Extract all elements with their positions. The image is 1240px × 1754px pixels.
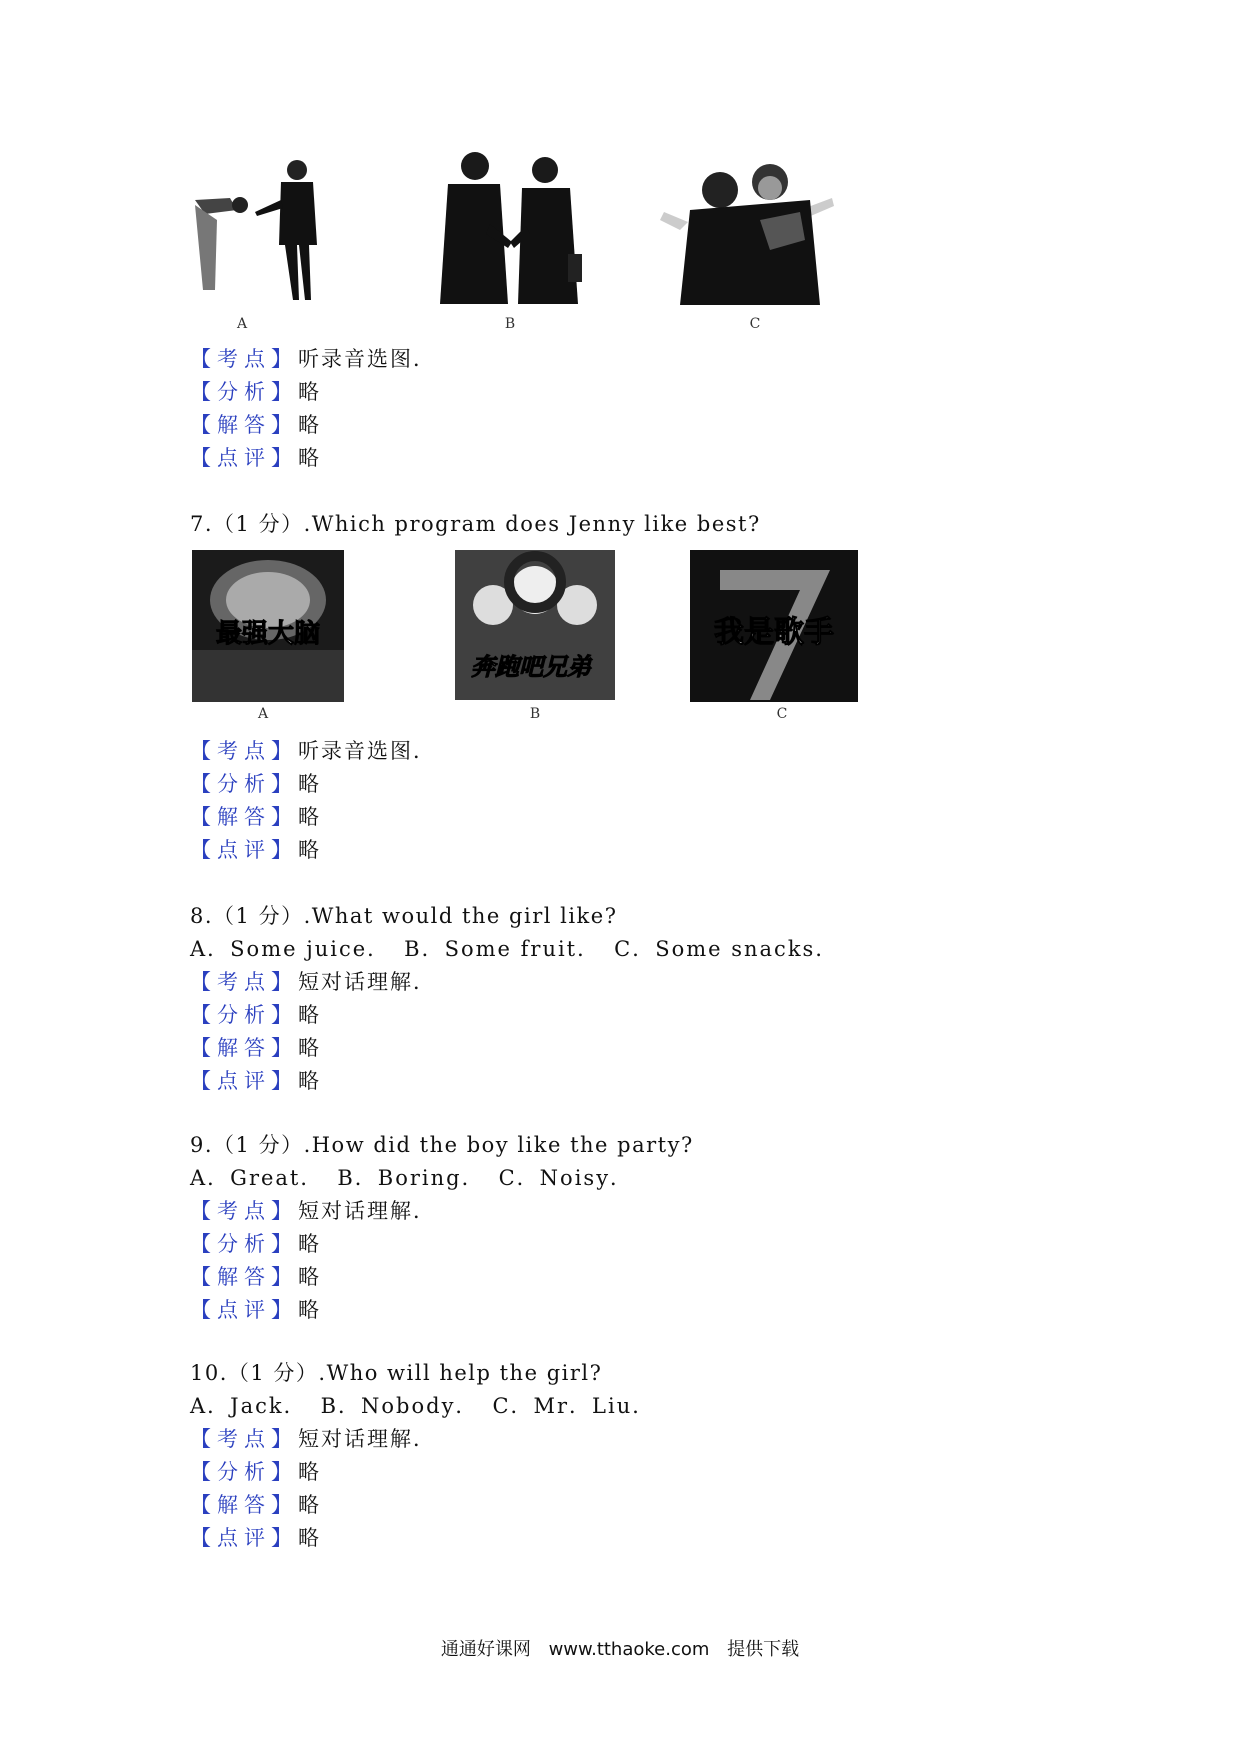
q10-dianping-line (190, 1524, 321, 1552)
fenxi-label: 【分析】 (190, 1003, 298, 1027)
hug-greeting-image (660, 150, 835, 310)
q8-fenxi-line (190, 1001, 321, 1029)
program-logo-a-text: 最强大脑 (215, 619, 321, 649)
dianping-label: 【点评】 (190, 446, 298, 470)
fenxi-value: 略 (298, 1232, 321, 1256)
footer-site-name: 通通好课网 (440, 1639, 531, 1660)
dianping-value: 略 (298, 838, 321, 862)
jieda-value: 略 (298, 1493, 321, 1517)
q10-question: 10.（1 分）.Who will help the girl? (190, 1361, 603, 1385)
q7-kaodian-line (190, 737, 436, 765)
q6-caption-c: C (749, 316, 761, 332)
q9-question: 9.（1 分）.How did the boy like the party? (190, 1133, 694, 1157)
q7-jieda-line (190, 803, 321, 831)
q7-question: 7.（1 分）.Which program does Jenny like best? (190, 512, 761, 536)
q7-caption-a: A (257, 706, 269, 722)
bow-greeting-image (185, 150, 335, 310)
program-logo-b (455, 550, 615, 700)
q10-options (190, 1392, 669, 1420)
kaodian-value: 听录音选图． (298, 347, 436, 371)
kaodian-value: 短对话理解． (298, 1427, 436, 1451)
q9-kaodian-line (190, 1197, 436, 1225)
dianping-label: 【点评】 (190, 1526, 298, 1550)
q10-kaodian-line (190, 1425, 436, 1453)
handshake-greeting-image (430, 144, 590, 304)
q8-question: 8.（1 分）.What would the girl like? (190, 904, 618, 928)
dianping-value: 略 (298, 1069, 321, 1093)
jieda-label: 【解答】 (190, 1493, 298, 1517)
q8-kaodian-line (190, 968, 436, 996)
jieda-value: 略 (298, 805, 321, 829)
fenxi-label: 【分析】 (190, 380, 298, 404)
q8-dianping-line (190, 1067, 321, 1095)
jieda-label: 【解答】 (190, 413, 298, 437)
q6-caption-a: A (236, 316, 248, 332)
fenxi-label: 【分析】 (190, 772, 298, 796)
q9-option-b: B．Boring． (337, 1166, 485, 1190)
kaodian-label: 【考点】 (190, 1199, 298, 1223)
q7-caption-b: B (529, 706, 541, 722)
program-logo-a (192, 550, 344, 702)
program-logo-c (690, 550, 858, 702)
jieda-value: 略 (298, 1265, 321, 1289)
kaodian-value: 听录音选图． (298, 739, 436, 763)
q9-options (190, 1164, 647, 1192)
fenxi-value: 略 (298, 380, 321, 404)
dianping-label: 【点评】 (190, 1298, 298, 1322)
fenxi-value: 略 (298, 1460, 321, 1484)
kaodian-label: 【考点】 (190, 739, 298, 763)
q10-option-c: C．Mr．Liu． (492, 1394, 656, 1418)
q9-option-a: A．Great． (190, 1166, 324, 1190)
dianping-value: 略 (298, 446, 321, 470)
q8-jieda-line (190, 1034, 321, 1062)
kaodian-label: 【考点】 (190, 970, 298, 994)
kaodian-label: 【考点】 (190, 347, 298, 371)
q7-fenxi-line (190, 770, 321, 798)
fenxi-value: 略 (298, 1003, 321, 1027)
jieda-label: 【解答】 (190, 1036, 298, 1060)
dianping-label: 【点评】 (190, 1069, 298, 1093)
footer-url[interactable]: www.tthaoke.com (548, 1639, 710, 1660)
kaodian-value: 短对话理解． (298, 1199, 436, 1223)
jieda-label: 【解答】 (190, 805, 298, 829)
fenxi-value: 略 (298, 772, 321, 796)
jieda-value: 略 (298, 1036, 321, 1060)
dianping-value: 略 (298, 1298, 321, 1322)
q10-option-a: A．Jack． (190, 1394, 307, 1418)
fenxi-label: 【分析】 (190, 1232, 298, 1256)
jieda-label: 【解答】 (190, 1265, 298, 1289)
dianping-label: 【点评】 (190, 838, 298, 862)
q6-kaodian-line (190, 345, 436, 373)
q10-fenxi-line (190, 1458, 321, 1486)
q10-jieda-line (190, 1491, 321, 1519)
q7-caption-c: C (776, 706, 788, 722)
q9-option-c: C．Noisy． (498, 1166, 634, 1190)
fenxi-label: 【分析】 (190, 1460, 298, 1484)
page-footer (0, 1635, 1240, 1661)
program-logo-b-text: 奔跑吧兄弟 (471, 653, 591, 681)
kaodian-label: 【考点】 (190, 1427, 298, 1451)
q8-option-b: B．Some fruit． (404, 937, 601, 961)
footer-suffix: 提供下载 (727, 1639, 800, 1660)
q6-jieda-line (190, 411, 321, 439)
q6-fenxi-line (190, 378, 321, 406)
q9-fenxi-line (190, 1230, 321, 1258)
dianping-value: 略 (298, 1526, 321, 1550)
kaodian-value: 短对话理解． (298, 970, 436, 994)
q8-option-c: C．Some snacks． (614, 937, 839, 961)
q8-option-a: A．Some juice． (190, 937, 391, 961)
jieda-value: 略 (298, 413, 321, 437)
q7-dianping-line (190, 836, 321, 864)
q8-options (190, 935, 852, 963)
q6-dianping-line (190, 444, 321, 472)
q9-jieda-line (190, 1263, 321, 1291)
q10-option-b: B．Nobody． (320, 1394, 479, 1418)
q9-dianping-line (190, 1296, 321, 1324)
program-logo-c-text: 我是歌手 (714, 615, 834, 650)
q6-caption-b: B (504, 316, 516, 332)
